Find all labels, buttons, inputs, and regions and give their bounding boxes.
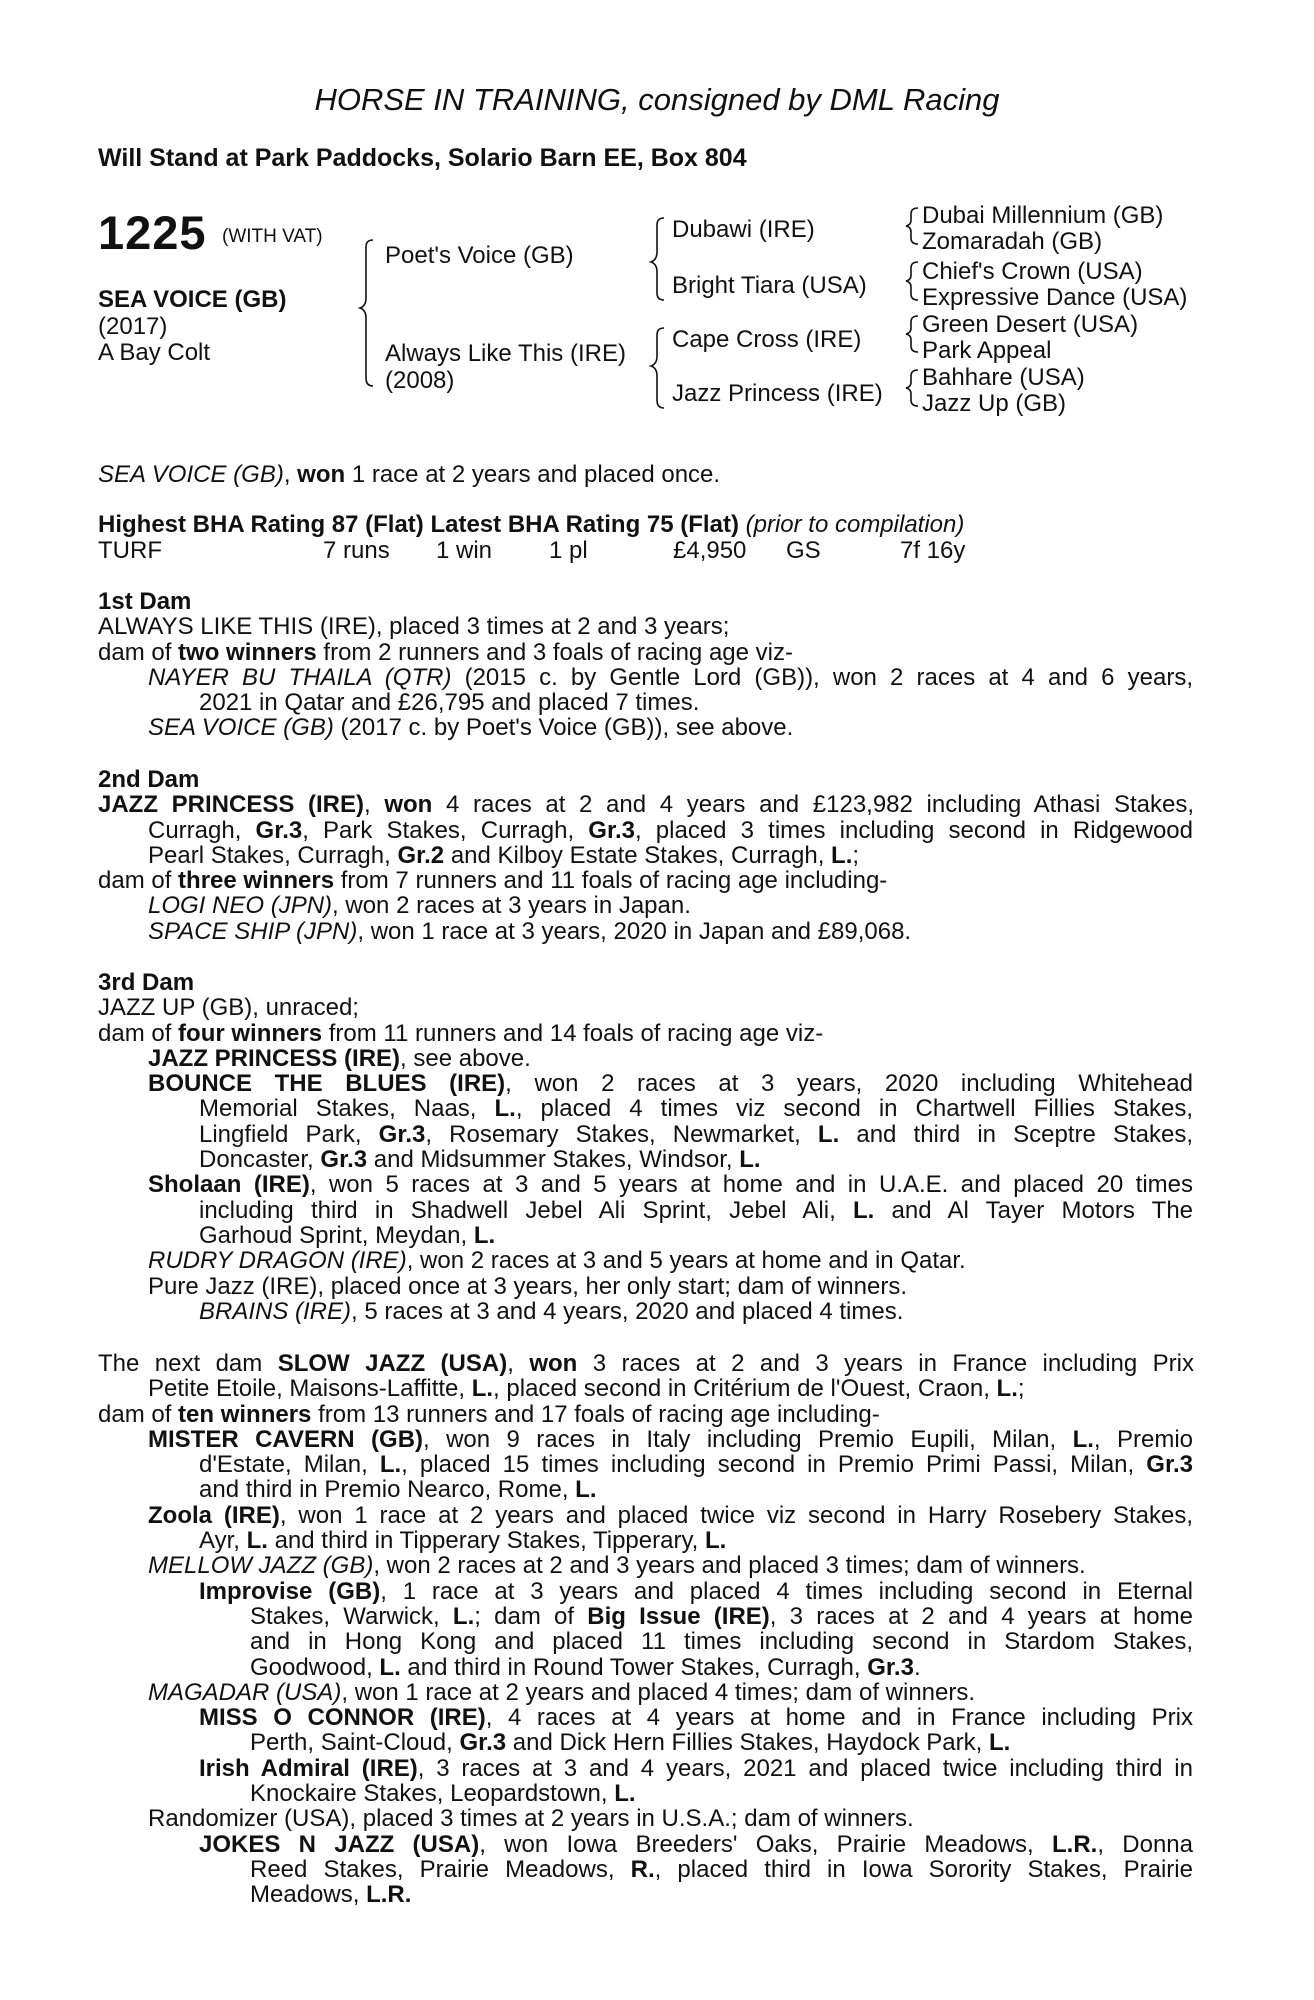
produce-entry: RUDRY DRAGON (IRE), won 2 races at 3 and 5 years at home and in Qatar. (148, 1247, 966, 1275)
pedigree-g3-item: Green Desert (USA) (922, 311, 1139, 338)
bracket-sire (651, 218, 664, 300)
horse-description: A Bay Colt (98, 339, 211, 366)
third-dam-section: 3rd Dam JAZZ UP (GB), unraced; dam of four winners from 11 runners and 14 foals of racing age viz- JAZZ PRINCESS (IRE), see above. BOUNCE THE BLUES (IRE), won 2 races at 3 years, 2020 including Whitehead Memorial Stakes, Naas, L., placed 4 times viz second in Chartwell Fillies Stakes, Lingfield Park, Gr.3, Rosemary Stakes, Newmarket, L. and third in Sceptre Stakes, Doncaster, Gr.3 and Midsummer Stakes, Windsor, L. Sholaan (IRE), won 5 races at 3 and 5 years at home and in U.A.E. and placed 20 times including third in Shadwell Jebel Ali Sprint, Jebel Ali, L. and Al Tayer Motors The Garhoud Sprint, Meydan, L. RUDRY DRAGON (IRE), won 2 races at 3 and 5 years at home and in Qatar. Pure Jazz (IRE), placed once at 3 years, her only start; dam of winners. BRAINS (IRE), 5 races at 3 and 4 years, 2020 and placed 4 times. (98, 970, 1198, 1324)
produce-entry: JAZZ PRINCESS (IRE), see above. (148, 1044, 531, 1072)
first-dam-section: 1st Dam ALWAYS LIKE THIS (IRE), placed 3 times at 2 and 3 years; dam of two winners from 2 runners and 3 foals of racing age viz- NAYER BU THAILA (QTR) (2015 c. by Gentle Lord (GB)), won 2 races at 4 and 6 years, 2021 in Qatar and £26,795 and placed 7 times. SEA VOICE (GB) (2017 c. by Poet's Voice (GB)), see above. (98, 589, 1198, 741)
second-dam-section: 2nd Dam JAZZ PRINCESS (IRE), won 4 races at 2 and 4 years and £123,982 including Athasi Stakes, Curragh, Gr.3, Park Stakes, Curragh, Gr.3, placed 3 times including second in Ridgewood Pearl Stakes, Curragh, Gr.2 and Kilboy Estate Stakes, Curragh, L.; dam of three winners from 7 runners and 11 foals of racing age including- LOGI NEO (JPN), won 2 races at 3 years in Japan. SPACE SHIP (JPN), won 1 race at 3 years, 2020 in Japan and £89,068. (98, 767, 1198, 944)
produce-entry: Irish Admiral (IRE), 3 races at 3 and 4 years, 2021 and placed twice including third in (199, 1754, 1193, 1782)
produce-entry: MAGADAR (USA), won 1 race at 2 years and placed 4 times; dam of winners. (148, 1678, 976, 1706)
bracket-g3-4 (906, 370, 918, 406)
produce-entry: BRAINS (IRE), 5 races at 3 and 4 years, 2020 and placed 4 times. (199, 1297, 904, 1325)
section-heading: 1st Dam (98, 588, 192, 615)
pedigree-g3-item: Zomaradah (GB) (922, 228, 1103, 255)
produce-entry: SEA VOICE (GB) (2017 c. by Poet's Voice (GB)), see above. (148, 714, 794, 742)
race-record-block (98, 462, 1198, 563)
next-dam-section: The next dam SLOW JAZZ (USA), won 3 races at 2 and 3 years in France including Prix Petite Etoile, Maisons-Laffitte, L., placed second in Critérium de l'Ouest, Craon, L.; dam of ten winners from 13 runners and 17 foals of racing age including- MISTER CAVERN (GB), won 9 races in Italy including Premio Eupili, Milan, L., Premio d'Estate, Milan, L., placed 15 times including second in Premio Primi Passi, Milan, Gr.3 and third in Premio Nearco, Rome, L. Zoola (IRE), won 1 race at 2 years and placed twice viz second in Harry Rosebery Stakes, Ayr, L. and third in Tipperary Stakes, Tipperary, L. MELLOW JAZZ (GB), won 2 races at 2 and 3 years and placed 3 times; dam of winners. Improvise (GB), 1 race at 3 years and placed 4 times including second in Eternal Stakes, Warwick, L.; dam of Big Issue (IRE), 3 races at 2 and 4 years at home and in Hong Kong and placed 11 times including second in Stardom Stakes, Goodwood, L. and third in Round Tower Stakes, Curragh, Gr.3. MAGADAR (USA), won 1 race at 2 years and placed 4 times; dam of winners. MISS O CONNOR (IRE), 4 races at 4 years at home and in France including Prix Perth, Saint-Cloud, Gr.3 and Dick Hern Fillies Stakes, Haydock Park, L. Irish Admiral (IRE), 3 races at 3 and 4 years, 2021 and placed twice including third in Knockaire Stakes, Leopardstown, L. Randomizer (USA), placed 3 times at 2 years in U.S.A.; dam of winners. JOKES N JAZZ (USA), won Iowa Breeders' Oaks, Prairie Meadows, L.R., Donna Reed Stakes, Prairie Meadows, R., placed third in Iowa Sorority Stakes, Prairie Meadows, L.R. (98, 1351, 1198, 1908)
race-stats-row: TURF 7 runs 1 win 1 pl £4,950 GS 7f 16y (98, 536, 966, 564)
produce-entry: MELLOW JAZZ (GB), won 2 races at 2 and 3 years and placed 3 times; dam of winners. (148, 1552, 1086, 1580)
pedigree-dam-year: (2008) (385, 367, 455, 394)
pedigree-sire-sire: Dubawi (IRE) (672, 216, 815, 243)
produce-entry: BOUNCE THE BLUES (IRE), won 2 races at 3 years, 2020 including Whitehead (148, 1070, 1193, 1098)
produce-entry: Pure Jazz (IRE), placed once at 3 years, her only start; dam of winners. (148, 1272, 907, 1300)
pedigree-g3-item: Bahhare (USA) (922, 364, 1085, 391)
produce-entry: NAYER BU THAILA (QTR) (2015 c. by Gentle Lord (GB)), won 2 races at 4 and 6 years, (148, 663, 1193, 691)
race-summary: SEA VOICE (GB), won 1 race at 2 years and placed once. (98, 461, 721, 488)
pedigree-g3-item: Chief's Crown (USA) (922, 258, 1143, 285)
bracket-g3-1 (906, 208, 918, 244)
produce-entry: Sholaan (IRE), won 5 races at 3 and 5 years at home and in U.A.E. and placed 20 times (148, 1171, 1194, 1199)
produce-entry: MISTER CAVERN (GB), won 9 races in Italy including Premio Eupili, Milan, L., Premio (148, 1425, 1193, 1453)
pedigree-g3-item: Expressive Dance (USA) (922, 284, 1188, 311)
produce-entry: Improvise (GB), 1 race at 3 years and placed 4 times including second in Eternal (199, 1577, 1194, 1605)
produce-entry: Zoola (IRE), won 1 race at 2 years and placed twice viz second in Harry Rosebery Stakes, (148, 1501, 1194, 1529)
produce-entry: LOGI NEO (JPN), won 2 races at 3 years in Japan. (148, 892, 691, 920)
section-heading: 3rd Dam (98, 969, 195, 996)
pedigree-sire: Poet's Voice (GB) (385, 242, 574, 269)
bracket-g3-2 (906, 262, 918, 300)
produce-entry: JOKES N JAZZ (USA), won Iowa Breeders' Oaks, Prairie Meadows, L.R., Donna (199, 1830, 1194, 1858)
pedigree-g3-item: Dubai Millennium (GB) (922, 202, 1164, 229)
pedigree-g3-item: Jazz Up (GB) (922, 390, 1067, 417)
lot-vat-note: (WITH VAT) (222, 226, 323, 247)
horse-name: SEA VOICE (GB) (98, 286, 287, 313)
stand-location: Will Stand at Park Paddocks, Solario Barn EE, Box 804 (98, 144, 747, 172)
pedigree-g3-item: Park Appeal (922, 337, 1052, 364)
bracket-g3-3 (906, 316, 918, 352)
produce-entry: Randomizer (USA), placed 3 times at 2 years in U.S.A.; dam of winners. (148, 1805, 914, 1833)
lot-number: 1225 (98, 206, 207, 259)
bha-rating: Highest BHA Rating 87 (Flat) Latest BHA Rating 75 (Flat) (prior to compilation) (98, 511, 965, 539)
produce-entry: SPACE SHIP (JPN), won 1 race at 3 years, 2020 in Japan and £89,068. (148, 917, 912, 945)
bracket-dam (651, 328, 664, 408)
pedigree-dam-sire: Cape Cross (IRE) (672, 326, 862, 353)
section-heading: 2nd Dam (98, 766, 200, 793)
pedigree-sire-dam: Bright Tiara (USA) (672, 272, 867, 299)
horse-year: (2017) (98, 313, 168, 340)
pedigree-dam-dam: Jazz Princess (IRE) (672, 380, 883, 407)
produce-entry: MISS O CONNOR (IRE), 4 races at 4 years at home and in France including Prix (199, 1704, 1193, 1732)
pedigree-dam: Always Like This (IRE) (385, 340, 626, 367)
bracket-main (360, 240, 373, 386)
page-title: HORSE IN TRAINING, consigned by DML Racing (314, 82, 1000, 117)
